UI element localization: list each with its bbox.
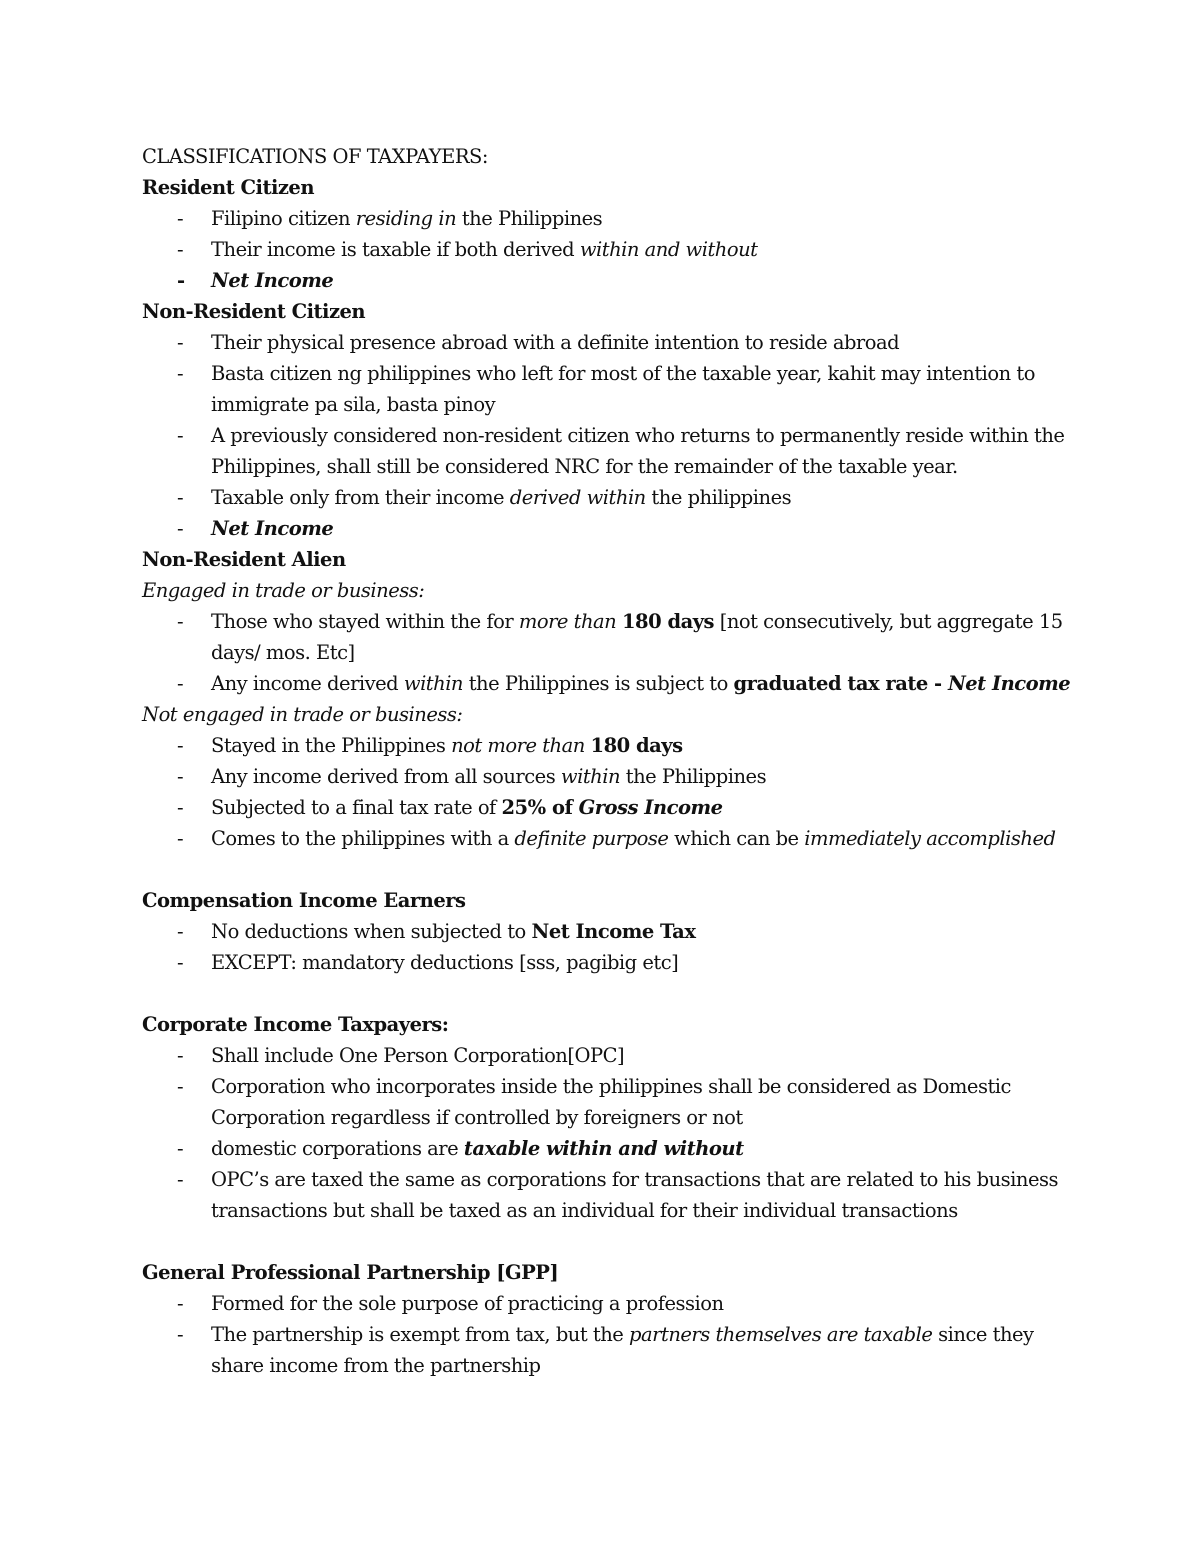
list-item: - Any income derived within the Philippines is subject to graduated tax rate - Net Income — [142, 668, 1082, 699]
bullet-dash: - — [177, 362, 184, 385]
bullet-dash: - — [177, 331, 184, 354]
section-heading-gpp: General Professional Partnership [GPP] — [142, 1261, 559, 1284]
bullet-dash: - — [177, 517, 184, 540]
bullet-dash: - — [177, 424, 184, 447]
list-item: - Stayed in the Philippines not more than 180 days — [142, 730, 1082, 761]
section-heading-resident-citizen: Resident Citizen — [142, 176, 315, 199]
spacer — [142, 978, 1082, 1009]
subheading-engaged: Engaged in trade or business: — [142, 579, 425, 602]
list-item: - Corporation who incorporates inside the philippines shall be considered as Domestic Corporation regardless if controlled by foreigners or not — [142, 1071, 1082, 1133]
bullet-dash: - — [177, 486, 184, 509]
bullet-dash: - — [177, 207, 184, 230]
list-item: - domestic corporations are taxable within and without — [142, 1133, 1082, 1164]
list-item: - Filipino citizen residing in the Philippines — [142, 203, 1082, 234]
spacer — [142, 1226, 1082, 1257]
list-item: - Shall include One Person Corporation[OPC] — [142, 1040, 1082, 1071]
section-heading-non-resident-alien: Non-Resident Alien — [142, 548, 346, 571]
list-item: - The partnership is exempt from tax, but the partners themselves are taxable since they share income from the partnership — [142, 1319, 1082, 1381]
bullet-list-non-resident-citizen — [142, 327, 1082, 544]
bullet-list-gpp — [142, 1288, 1082, 1381]
list-item: - Subjected to a final tax rate of 25% of Gross Income — [142, 792, 1082, 823]
bullet-list-engaged — [142, 606, 1082, 699]
bullet-dash: - — [177, 610, 184, 633]
bullet-dash: - — [177, 827, 184, 850]
bullet-list-compensation — [142, 916, 1082, 978]
list-item: - Any income derived from all sources within the Philippines — [142, 761, 1082, 792]
bullet-dash: - — [177, 734, 184, 757]
document-title: CLASSIFICATIONS OF TAXPAYERS: — [142, 145, 488, 168]
bullet-dash: - — [177, 238, 184, 261]
list-item: - EXCEPT: mandatory deductions [sss, pagibig etc] — [142, 947, 1082, 978]
bullet-dash: - — [177, 951, 184, 974]
bullet-list-resident-citizen — [142, 203, 1082, 296]
bullet-dash: - — [177, 1044, 184, 1067]
list-item: - No deductions when subjected to Net Income Tax — [142, 916, 1082, 947]
bullet-dash: - — [177, 1137, 184, 1160]
bullet-dash: - — [177, 1075, 184, 1098]
section-heading-non-resident-citizen: Non-Resident Citizen — [142, 300, 366, 323]
list-item: - Their income is taxable if both derived within and without — [142, 234, 1082, 265]
list-item: - Net Income — [142, 513, 1082, 544]
subheading-not-engaged: Not engaged in trade or business: — [142, 703, 463, 726]
bullet-dash: - — [177, 1292, 184, 1315]
bullet-list-corporate — [142, 1040, 1082, 1226]
section-heading-compensation: Compensation Income Earners — [142, 889, 466, 912]
spacer — [142, 854, 1082, 885]
list-item: - OPC’s are taxed the same as corporations for transactions that are related to his business transactions but shall be taxed as an individual for their individual transactions — [142, 1164, 1082, 1226]
bullet-dash: - — [177, 269, 185, 292]
list-item: - Formed for the sole purpose of practicing a profession — [142, 1288, 1082, 1319]
list-item: - Basta citizen ng philippines who left for most of the taxable year, kahit may intention to immigrate pa sila, basta pinoy — [142, 358, 1082, 420]
section-heading-corporate: Corporate Income Taxpayers: — [142, 1013, 449, 1036]
bullet-dash: - — [177, 765, 184, 788]
list-item: - Those who stayed within the for more than 180 days [not consecutively, but aggregate 15 days/ mos. Etc] — [142, 606, 1082, 668]
list-item: - A previously considered non-resident citizen who returns to permanently reside within the Philippines, shall still be considered NRC for the remainder of the taxable year. — [142, 420, 1082, 482]
bullet-dash: - — [177, 1323, 184, 1346]
bullet-dash: - — [177, 672, 184, 695]
list-item: - Comes to the philippines with a definite purpose which can be immediately accomplished — [142, 823, 1082, 854]
bullet-dash: - — [177, 796, 184, 819]
document-body — [142, 141, 1082, 1381]
list-item: - Net Income — [142, 265, 1082, 296]
bullet-list-not-engaged — [142, 730, 1082, 854]
bullet-dash: - — [177, 920, 184, 943]
list-item: - Taxable only from their income derived within the philippines — [142, 482, 1082, 513]
list-item: - Their physical presence abroad with a definite intention to reside abroad — [142, 327, 1082, 358]
bullet-dash: - — [177, 1168, 184, 1191]
